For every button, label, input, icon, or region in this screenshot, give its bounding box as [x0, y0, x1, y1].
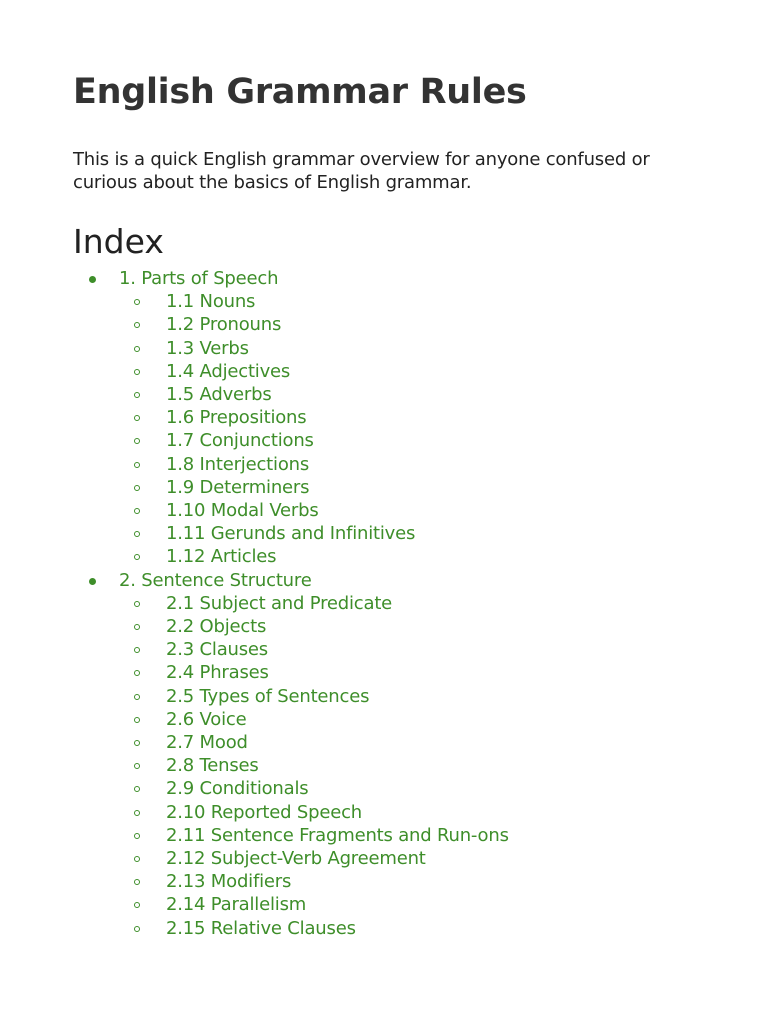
toc-link-sentence-fragments[interactable]: 2.11 Sentence Fragments and Run-ons [166, 824, 509, 846]
toc-link-voice[interactable]: 2.6 Voice [166, 708, 247, 730]
toc-subitem [119, 383, 695, 406]
toc-subitem [119, 406, 695, 429]
toc-subitem [119, 545, 695, 568]
toc-subitem [119, 615, 695, 638]
toc-subitem [119, 917, 695, 940]
circle-bullet-icon [134, 508, 140, 514]
bullet-icon [89, 276, 96, 283]
toc-link-adjectives[interactable]: 1.4 Adjectives [166, 360, 291, 382]
toc-link-modifiers[interactable]: 2.13 Modifiers [166, 871, 292, 893]
toc-subitem [119, 801, 695, 824]
bullet-icon [89, 578, 96, 585]
circle-bullet-icon [134, 810, 140, 816]
circle-bullet-icon [134, 624, 140, 630]
toc-link-types-of-sentences[interactable]: 2.5 Types of Sentences [166, 685, 370, 707]
circle-bullet-icon [134, 392, 140, 398]
toc-link-conditionals[interactable]: 2.9 Conditionals [166, 778, 309, 800]
toc-subitem [119, 708, 695, 731]
circle-bullet-icon [134, 879, 140, 885]
toc-sublist [119, 592, 695, 940]
toc-subitem [119, 360, 695, 383]
toc-link-verbs[interactable]: 1.3 Verbs [166, 337, 249, 359]
circle-bullet-icon [134, 299, 140, 305]
toc-subitem [119, 777, 695, 800]
toc-link-phrases[interactable]: 2.4 Phrases [166, 662, 269, 684]
toc-link-tenses[interactable]: 2.8 Tenses [166, 755, 259, 777]
table-of-contents [73, 267, 695, 940]
circle-bullet-icon [134, 856, 140, 862]
page-title: English Grammar Rules [73, 72, 527, 112]
circle-bullet-icon [134, 833, 140, 839]
toc-subitem [119, 429, 695, 452]
circle-bullet-icon [134, 694, 140, 700]
circle-bullet-icon [134, 438, 140, 444]
toc-subitem [119, 893, 695, 916]
toc-subitem [119, 592, 695, 615]
toc-link-determiners[interactable]: 1.9 Determiners [166, 476, 310, 498]
toc-link-sentence-structure[interactable]: 2. Sentence Structure [119, 569, 312, 591]
toc-subitem [119, 661, 695, 684]
toc-link-objects[interactable]: 2.2 Objects [166, 616, 267, 638]
toc-subitem [119, 824, 695, 847]
toc-link-reported-speech[interactable]: 2.10 Reported Speech [166, 801, 362, 823]
circle-bullet-icon [134, 763, 140, 769]
toc-subitem [119, 685, 695, 708]
circle-bullet-icon [134, 740, 140, 746]
toc-link-mood[interactable]: 2.7 Mood [166, 732, 248, 754]
toc-link-subject-verb-agreement[interactable]: 2.12 Subject-Verb Agreement [166, 848, 426, 870]
circle-bullet-icon [134, 601, 140, 607]
circle-bullet-icon [134, 369, 140, 375]
circle-bullet-icon [134, 717, 140, 723]
toc-sublist [119, 290, 695, 568]
circle-bullet-icon [134, 786, 140, 792]
circle-bullet-icon [134, 346, 140, 352]
toc-subitem [119, 638, 695, 661]
toc-link-pronouns[interactable]: 1.2 Pronouns [166, 314, 282, 336]
toc-subitem [119, 453, 695, 476]
circle-bullet-icon [134, 554, 140, 560]
toc-subitem [119, 870, 695, 893]
toc-link-subject-and-predicate[interactable]: 2.1 Subject and Predicate [166, 592, 393, 614]
toc-subitem [119, 337, 695, 360]
circle-bullet-icon [134, 926, 140, 932]
toc-link-conjunctions[interactable]: 1.7 Conjunctions [166, 430, 314, 452]
toc-subitem [119, 499, 695, 522]
circle-bullet-icon [134, 485, 140, 491]
circle-bullet-icon [134, 531, 140, 537]
toc-subitem [119, 476, 695, 499]
toc-link-clauses[interactable]: 2.3 Clauses [166, 639, 268, 661]
toc-section-parts-of-speech [73, 267, 695, 569]
circle-bullet-icon [134, 415, 140, 421]
toc-link-interjections[interactable]: 1.8 Interjections [166, 453, 310, 475]
toc-link-prepositions[interactable]: 1.6 Prepositions [166, 407, 307, 429]
circle-bullet-icon [134, 647, 140, 653]
circle-bullet-icon [134, 462, 140, 468]
toc-subitem [119, 731, 695, 754]
toc-link-adverbs[interactable]: 1.5 Adverbs [166, 384, 272, 406]
toc-section-sentence-structure [73, 569, 695, 940]
toc-link-relative-clauses[interactable]: 2.15 Relative Clauses [166, 917, 356, 939]
toc-link-parallelism[interactable]: 2.14 Parallelism [166, 894, 307, 916]
toc-subitem [119, 754, 695, 777]
circle-bullet-icon [134, 322, 140, 328]
toc-link-parts-of-speech[interactable]: 1. Parts of Speech [119, 268, 279, 289]
toc-subitem [119, 847, 695, 870]
toc-subitem [119, 313, 695, 336]
toc-link-articles[interactable]: 1.12 Articles [166, 546, 277, 568]
intro-paragraph: This is a quick English grammar overview for anyone confused or curious about the basics of English grammar. [73, 149, 650, 193]
toc-link-nouns[interactable]: 1.1 Nouns [166, 291, 256, 313]
toc-link-gerunds-and-infinitives[interactable]: 1.11 Gerunds and Infinitives [166, 523, 416, 545]
index-heading: Index [73, 222, 164, 261]
toc-subitem [119, 522, 695, 545]
circle-bullet-icon [134, 670, 140, 676]
circle-bullet-icon [134, 902, 140, 908]
toc-subitem [119, 290, 695, 313]
toc-link-modal-verbs[interactable]: 1.10 Modal Verbs [166, 500, 319, 522]
